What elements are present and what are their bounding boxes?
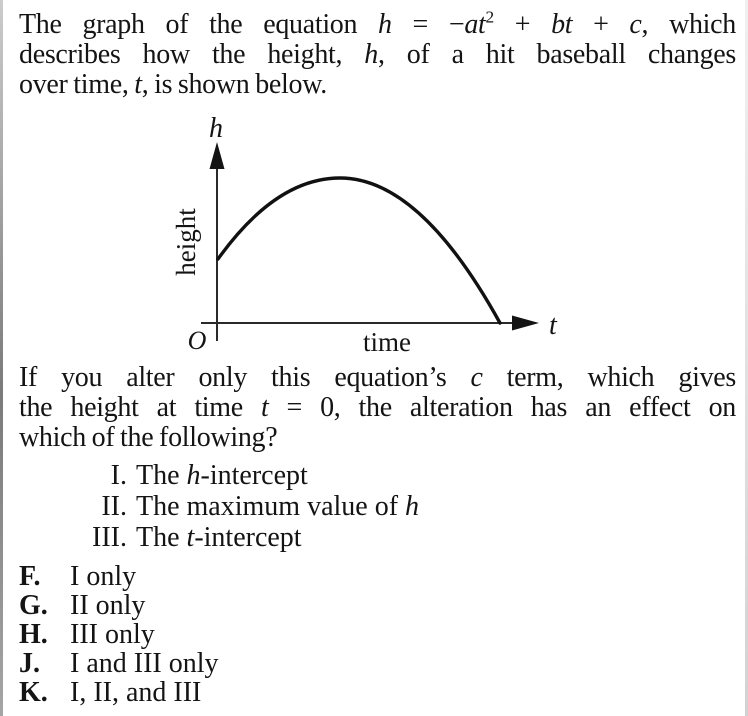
option-row — [19, 649, 736, 678]
v-axis-caption: height — [171, 208, 201, 276]
list-item — [19, 522, 736, 553]
option-text: I and III only — [70, 648, 219, 679]
option-letter: K. — [19, 677, 48, 708]
trajectory-curve — [218, 178, 500, 323]
roman-numeral-list — [19, 460, 736, 553]
option-row — [19, 678, 736, 707]
option-row — [19, 591, 736, 620]
item-text: The h-intercept — [136, 460, 308, 491]
scan-edge-left — [0, 0, 3, 716]
item-text: The maximum value of h — [136, 491, 420, 522]
prompt-line: the height at time t = 0, the alteration has an effect on — [19, 392, 736, 423]
option-text: I, II, and III — [70, 677, 202, 708]
figure-canvas — [150, 100, 600, 360]
item-numeral: II. — [101, 491, 127, 522]
option-letter: J. — [19, 648, 40, 679]
list-item — [19, 491, 736, 522]
option-letter: H. — [19, 619, 48, 650]
option-text: I only — [70, 561, 137, 592]
option-row — [19, 620, 736, 649]
v-axis-symbol: h — [209, 113, 223, 144]
option-letter: G. — [19, 590, 48, 621]
option-letter: F. — [19, 561, 41, 592]
trajectory-figure — [150, 100, 600, 360]
item-numeral: I. — [110, 460, 127, 491]
option-text: II only — [70, 590, 146, 621]
answer-options — [19, 562, 736, 707]
intro-line: over time, t, is shown below. — [19, 69, 328, 100]
prompt-paragraph — [19, 363, 736, 453]
prompt-line: which of the following? — [19, 422, 278, 453]
up-arrowhead-icon — [210, 142, 225, 169]
prompt-line: If you alter only this equation’s c term, which gives — [19, 362, 736, 393]
intro-paragraph — [19, 7, 736, 100]
h-axis-caption: time — [363, 327, 411, 357]
right-arrowhead-icon — [512, 316, 539, 331]
intro-line: describes how the height, h, of a hit baseball changes — [19, 39, 736, 70]
list-item — [19, 460, 736, 491]
option-row — [19, 562, 736, 591]
h-axis-symbol: t — [549, 310, 557, 341]
intro-line: The graph of the equation $h = -at^2$ + bt + c, which — [19, 7, 736, 40]
option-text: III only — [70, 619, 155, 650]
item-text: The t-intercept — [136, 522, 302, 553]
item-numeral: III. — [92, 522, 127, 553]
origin-label: O — [187, 326, 207, 355]
